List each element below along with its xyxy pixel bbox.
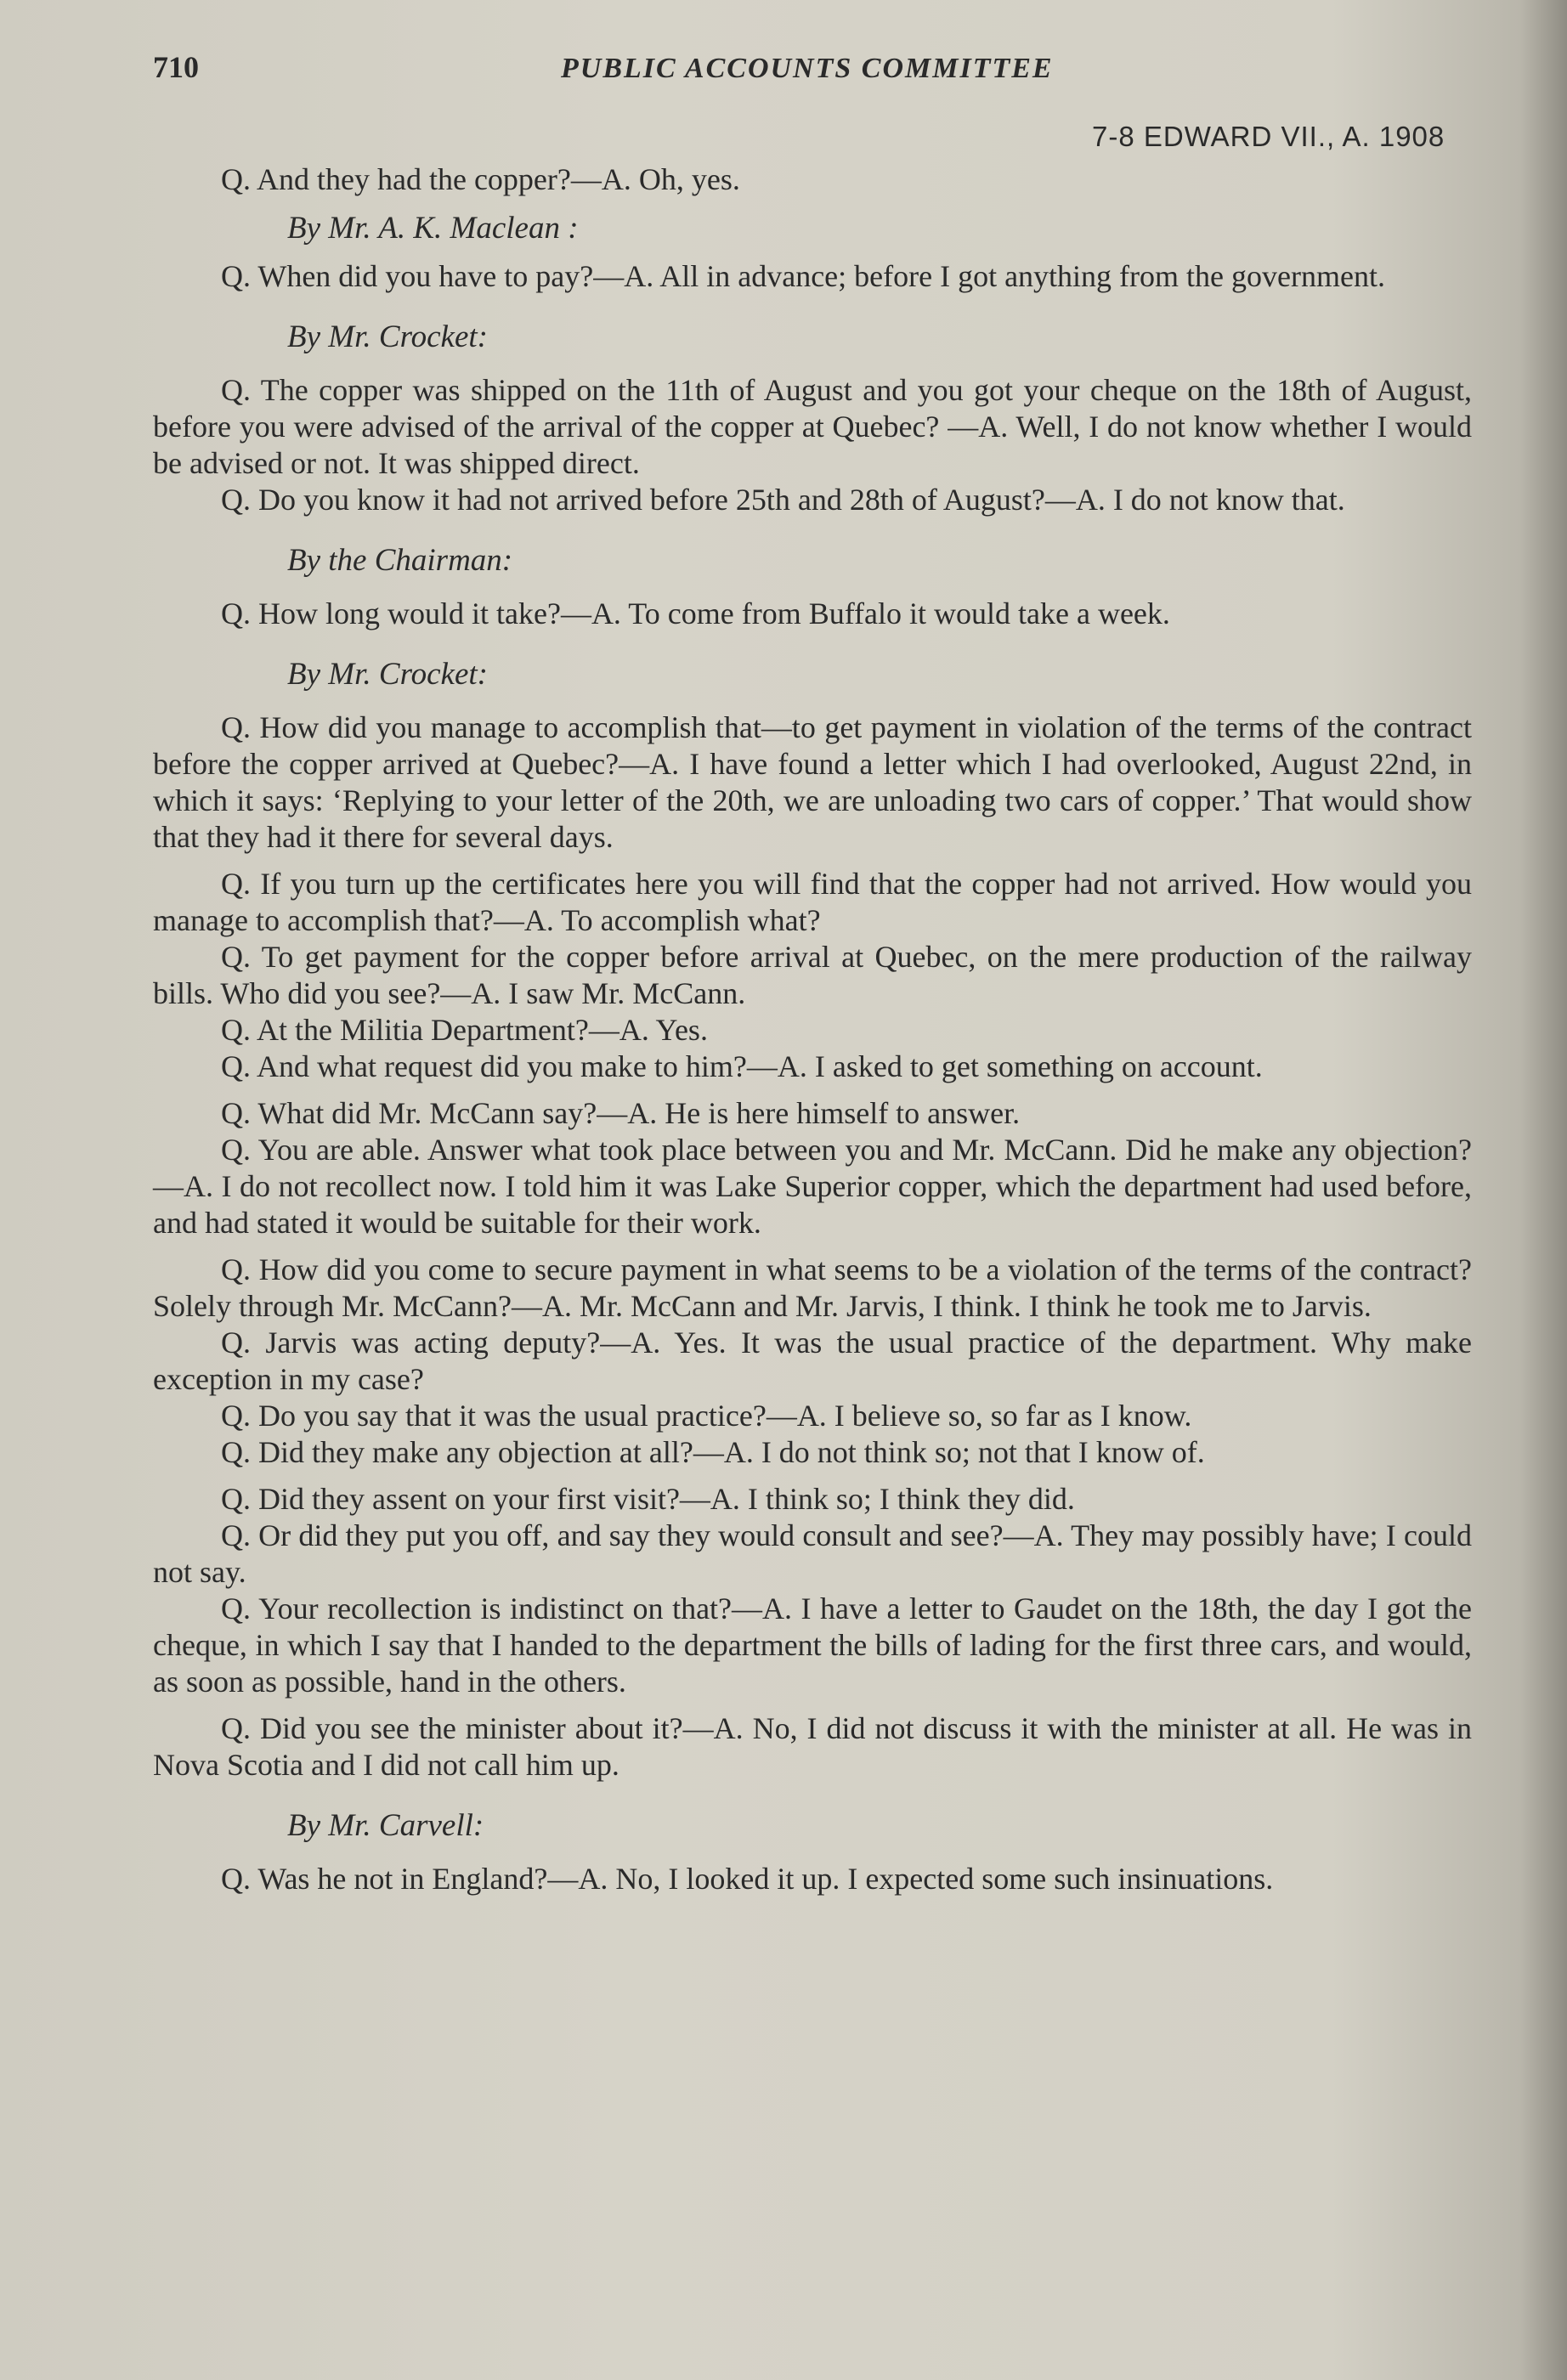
- paragraph: Q. The copper was shipped on the 11th of August and you got your cheque on the 18th of August, before you were advised of the arrival of the copper at Quebec? —A. Well, I do not know whether I would be advised or not. It was shipped direct.: [153, 373, 1472, 480]
- paragraph: Q. Did you see the minister about it?—A. No, I did not discuss it with the minister at all. He was in Nova Scotia and I did not call him up.: [153, 1711, 1472, 1782]
- document-body: [153, 161, 1472, 1897]
- paragraph: Q. To get payment for the copper before arrival at Quebec, on the mere production of the railway bills. Who did you see?—A. I saw Mr. McCann.: [153, 940, 1472, 1010]
- speaker-heading: By Mr. Crocket:: [287, 319, 488, 354]
- paragraph: Q. What did Mr. McCann say?—A. He is here himself to answer.: [221, 1096, 1021, 1130]
- paragraph: Q. When did you have to pay?—A. All in advance; before I got anything from the government.: [221, 259, 1385, 293]
- speaker-heading: By Mr. Carvell:: [287, 1808, 484, 1843]
- page-header: [153, 49, 1479, 92]
- paragraph: Q. Did they assent on your first visit?—A. I think so; I think they did.: [221, 1482, 1075, 1516]
- speaker-heading: By Mr. Crocket:: [287, 657, 488, 692]
- paragraph: Q. And they had the copper?—A. Oh, yes.: [221, 162, 740, 196]
- page-number: 710: [153, 50, 199, 84]
- paragraph: Q. Do you say that it was the usual practice?—A. I believe so, so far as I know.: [221, 1399, 1192, 1433]
- paragraph: Q. Did they make any objection at all?—A. I do not think so; not that I know of.: [221, 1435, 1205, 1469]
- session-label: 7-8 EDWARD VII., A. 1908: [1092, 121, 1445, 152]
- paragraph: Q. Was he not in England?—A. No, I looked it up. I expected some such insinuations.: [221, 1862, 1274, 1896]
- paragraph: Q. How long would it take?—A. To come from Buffalo it would take a week.: [221, 596, 1170, 630]
- paragraph: Q. Or did they put you off, and say they would consult and see?—A. They may possibly have; I could not say.: [153, 1518, 1472, 1589]
- speaker-heading: By the Chairman:: [287, 543, 513, 578]
- paragraph: Q. If you turn up the certificates here you will find that the copper had not arrived. How would you manage to accomplish that?—A. To accomplish what?: [153, 867, 1472, 937]
- paragraph: Q. How did you come to secure payment in what seems to be a violation of the terms of the contract? Solely through Mr. McCann?—A. Mr. McCann and Mr. Jarvis, I think. I think he took me to Jarvis.: [153, 1252, 1472, 1323]
- paragraph: Q. Jarvis was acting deputy?—A. Yes. It was the usual practice of the department. Why make exception in my case?: [153, 1326, 1472, 1396]
- paragraph: Q. You are able. Answer what took place between you and Mr. McCann. Did he make any objection?—A. I do not recollect now. I told him it was Lake Superior copper, which the department had used before, and had stated it would be suitable for their work.: [153, 1133, 1472, 1240]
- running-title: PUBLIC ACCOUNTS COMMITTEE: [561, 53, 1054, 84]
- paragraph: Q. Do you know it had not arrived before 25th and 28th of August?—A. I do not know that.: [221, 483, 1345, 517]
- paragraph: Q. And what request did you make to him?—A. I asked to get something on account.: [221, 1049, 1263, 1083]
- paragraph: Q. How did you manage to accomplish that—to get payment in violation of the terms of the contract before the copper arrived at Quebec?—A. I have found a letter which I had overlooked, August 22nd, in which it says: ‘Replying to your letter of the 20th, we are unloading two cars of copper.’ That would show that they had it there for several days.: [153, 710, 1472, 854]
- speaker-heading: By Mr. A. K. Maclean :: [287, 211, 579, 246]
- paragraph: Q. At the Militia Department?—A. Yes.: [221, 1013, 708, 1047]
- paragraph: Q. Your recollection is indistinct on that?—A. I have a letter to Gaudet on the 18th, the day I got the cheque, in which I say that I handed to the department the bills of lading for the first three cars, and would, as soon as possible, hand in the others.: [153, 1591, 1472, 1699]
